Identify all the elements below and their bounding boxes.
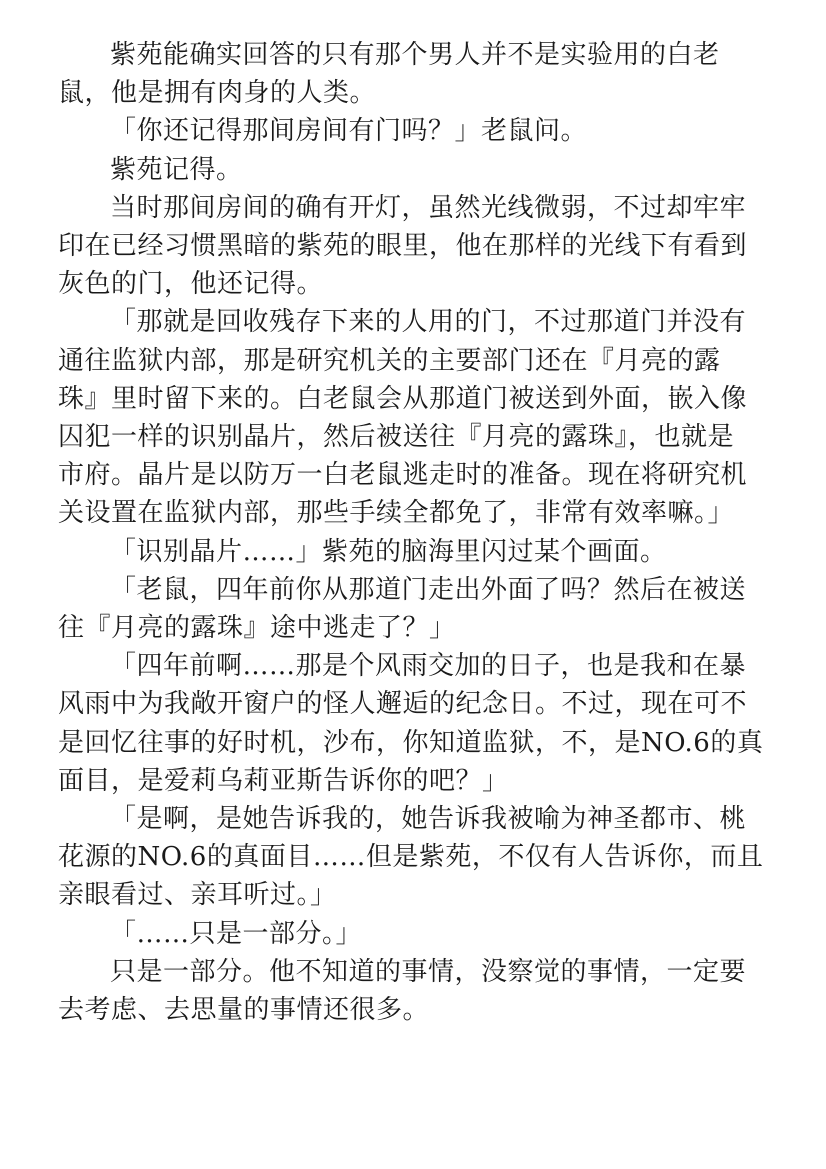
text-line: 印在已经习惯黑暗的紫苑的眼里，他在那样的光线下有看到 <box>58 231 748 262</box>
text-line: 面目，是爱莉乌莉亚斯告诉你的吧？」 <box>58 765 509 796</box>
text-line: 紫苑记得。 <box>110 154 243 185</box>
text-line: 珠』里时留下来的。白老鼠会从那道门被送到外面，嵌入像 <box>58 383 748 414</box>
text-line: 亲眼看过、亲耳听过。」 <box>58 880 337 911</box>
paragraph <box>58 647 764 800</box>
text-line: 「……只是一部分。」 <box>110 918 363 949</box>
text-line: 关设置在监狱内部，那些手续全都免了，非常有效率嘛。」 <box>58 498 735 529</box>
text-line: 风雨中为我敞开窗户的怪人邂逅的纪念日。不过，现在可不 <box>58 689 748 720</box>
text-line: 市府。晶片是以防万一白老鼠逃走时的准备。现在将研究机 <box>58 460 748 491</box>
text-line: 是回忆往事的好时机，沙布，你知道监狱，不，是NO.6的真 <box>58 727 764 758</box>
text-line: 囚犯一样的识别晶片，然后被送往『月亮的露珠』，也就是 <box>58 422 735 453</box>
paragraph <box>58 800 764 915</box>
paragraph <box>58 953 758 1029</box>
text-line: 花源的NO.6的真面目……但是紫苑，不仅有人告诉你，而且 <box>58 842 764 873</box>
paragraph <box>58 533 758 571</box>
text-line: 「你还记得那间房间有门吗？」老鼠问。 <box>110 116 588 147</box>
paragraph <box>58 571 758 647</box>
text-line: 往『月亮的露珠』途中逃走了？」 <box>58 613 456 644</box>
text-line: 「四年前啊……那是个风雨交加的日子，也是我和在暴 <box>110 651 747 682</box>
text-line: 「是啊，是她告诉我的，她告诉我被喻为神圣都市、桃 <box>110 804 747 835</box>
paragraph <box>58 112 758 150</box>
page-body <box>58 36 764 1029</box>
paragraph <box>58 36 758 112</box>
paragraph <box>58 303 758 532</box>
text-line: 「识别晶片……」紫苑的脑海里闪过某个画面。 <box>110 536 667 567</box>
paragraph <box>58 189 758 304</box>
paragraph <box>58 151 758 189</box>
text-line: 「老鼠，四年前你从那道门走出外面了吗？然后在被送 <box>110 574 747 605</box>
text-line: 去考虑、去思量的事情还很多。 <box>58 995 430 1026</box>
text-line: 灰色的门，他还记得。 <box>58 269 324 300</box>
paragraph <box>58 915 758 953</box>
text-line: 只是一部分。他不知道的事情，没察觉的事情，一定要 <box>110 956 747 987</box>
text-line: 通往监狱内部，那是研究机关的主要部门还在『月亮的露 <box>58 345 721 376</box>
text-line: 紫苑能确实回答的只有那个男人并不是实验用的白老 <box>110 40 720 70</box>
text-line: 鼠，他是拥有肉身的人类。 <box>58 78 377 109</box>
text-line: 当时那间房间的确有开灯，虽然光线微弱，不过却牢牢 <box>110 192 747 223</box>
text-line: 「那就是回收残存下来的人用的门，不过那道门并没有 <box>110 307 747 338</box>
